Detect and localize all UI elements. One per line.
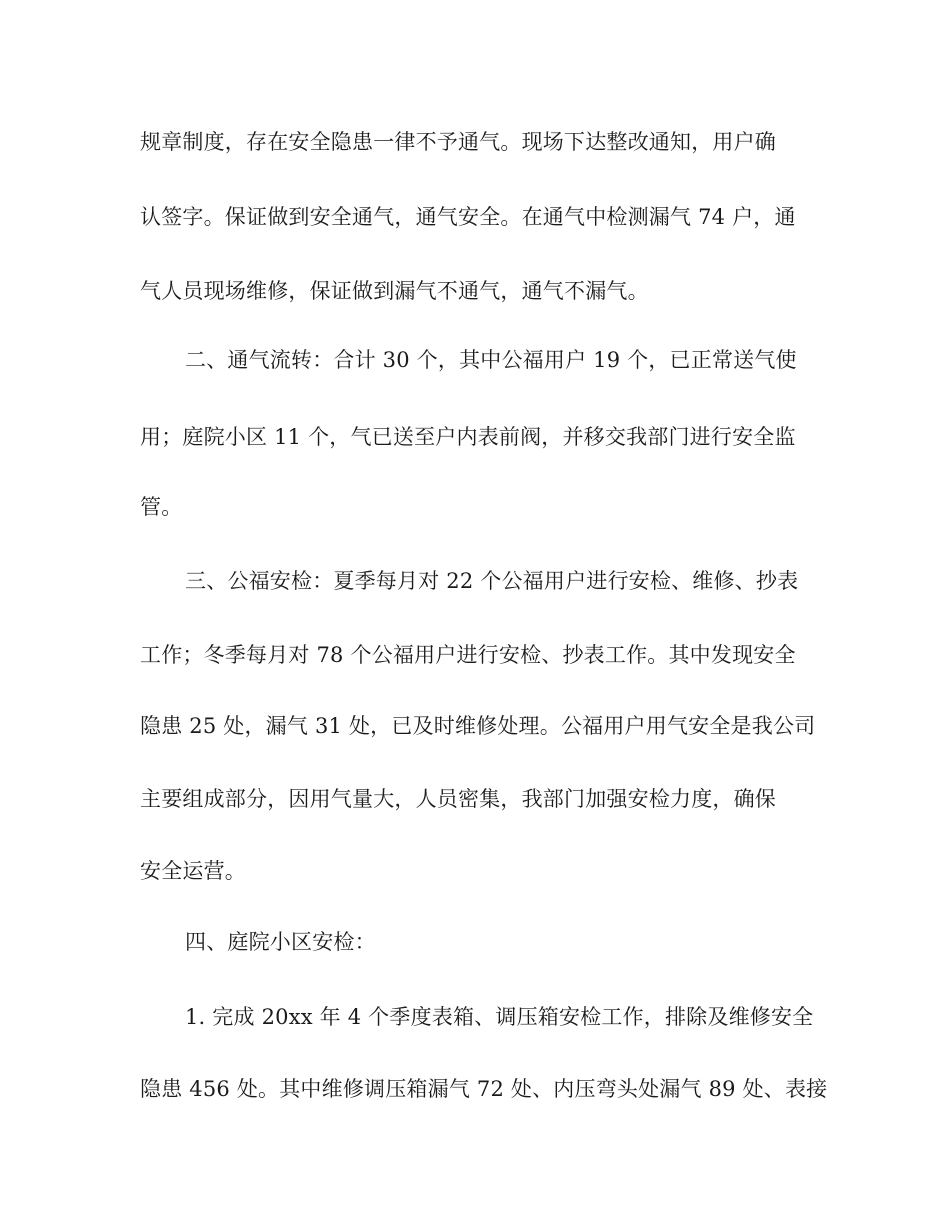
section-heading-line: 四、庭院小区安检： (185, 930, 376, 954)
paragraph-line: 规章制度，存在安全隐患一律不予通气。现场下达整改通知，用户确 (140, 130, 776, 154)
paragraph-line: 气人员现场维修，保证做到漏气不通气，通气不漏气。 (140, 279, 649, 303)
paragraph-line: 隐患 25 处，漏气 31 处，已及时维修处理。公福用户用气安全是我公司 (140, 714, 816, 738)
paragraph-line: 管。 (140, 495, 183, 519)
paragraph-line: 隐患 456 处。其中维修调压箱漏气 72 处、内压弯头处漏气 89 处、表接 (140, 1077, 828, 1101)
section-heading-line: 二、通气流转：合计 30 个，其中公福用户 19 个，已正常送气使 (185, 348, 797, 372)
list-item-line: 1. 完成 20xx 年 4 个季度表箱、调压箱安检工作，排除及维修安全 (185, 1005, 814, 1029)
paragraph-line: 安全运营。 (140, 859, 246, 883)
section-heading-line: 三、公福安检：夏季每月对 22 个公福用户进行安检、维修、抄表 (185, 569, 799, 593)
paragraph-line: 认签字。保证做到安全通气，通气安全。在通气中检测漏气 74 户，通 (140, 205, 796, 229)
paragraph-line: 用；庭院小区 11 个，气已送至户内表前阀，并移交我部门进行安全监 (140, 425, 796, 449)
paragraph-line: 工作；冬季每月对 78 个公福用户进行安检、抄表工作。其中发现安全 (140, 643, 796, 667)
paragraph-line: 主要组成部分，因用气量大，人员密集，我部门加强安检力度，确保 (140, 787, 776, 811)
